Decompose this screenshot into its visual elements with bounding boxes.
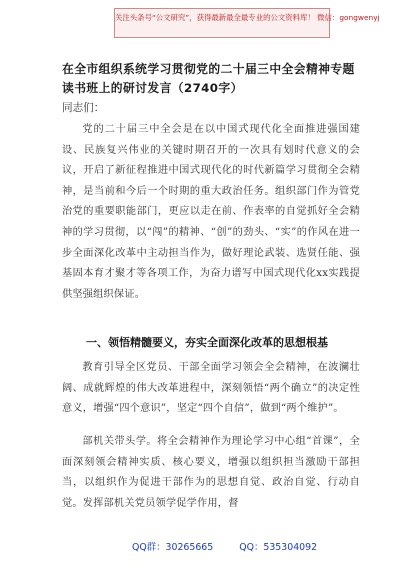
body-paragraph-1: 党的二十届三中全会是在以中国式现代化全面推进强国建设、民族复兴伟业的关键时期召开的一次具有划时代意义的会议，开启了新征程推进中国式现代化的时代新篇学习贯彻全会精神，是当前和今后一个时期的重大政治任务。组织部门作为管党治党的重要职能部门，更应以走在前、作表率的自觉抓好全会精神的学习贯彻，以“闯”的精神、“创”的劲头、“实”的作风在进一步全面深化改革中主动担当作为，做好理论武装、选贤任能、强基固本育才聚才等各项工作，为奋力谱写中国式现代化xx实践提供坚强组织保证。: [62, 124, 360, 300]
footer-contact: [132, 539, 318, 553]
footer-qq-group: QQ群：30265665: [132, 542, 214, 553]
document-title: 在全市组织系统学习贯彻党的二十届三中全会精神专题读书班上的研讨发言（2740字）: [62, 62, 355, 95]
header-banner: [114, 8, 380, 38]
body-paragraph-3: 部机关带头学。将全会精神作为理论学习中心组“首课”，全面深刻领会精神实质、核心要义，增强以组织担当激励干部担当，以组织作为促进干部作为的思想自觉、政治自觉、行动自觉。发挥部机关党员领学促学作用，督: [62, 436, 360, 509]
header-notice-text: 关注头条号“公文研究”，获得最新最全最专业的公文资料库！ 微信：gongwenyj: [115, 13, 380, 22]
section-heading-1: 一、领悟精髓要义，夯实全面深化改革的思想根基: [86, 336, 328, 349]
salutation: 同志们：: [62, 102, 105, 114]
body-paragraph-2: 教育引导全区党员、干部全面学习领会全会精神，在波澜壮阔、成就辉煌的伟大改革进程中，深刻领悟“两个确立”的决定性意义，增强“四个意识”，坚定“四个自信”，做到“两个维护”。: [62, 362, 360, 415]
footer-qq: QQ：535304092: [239, 542, 318, 553]
